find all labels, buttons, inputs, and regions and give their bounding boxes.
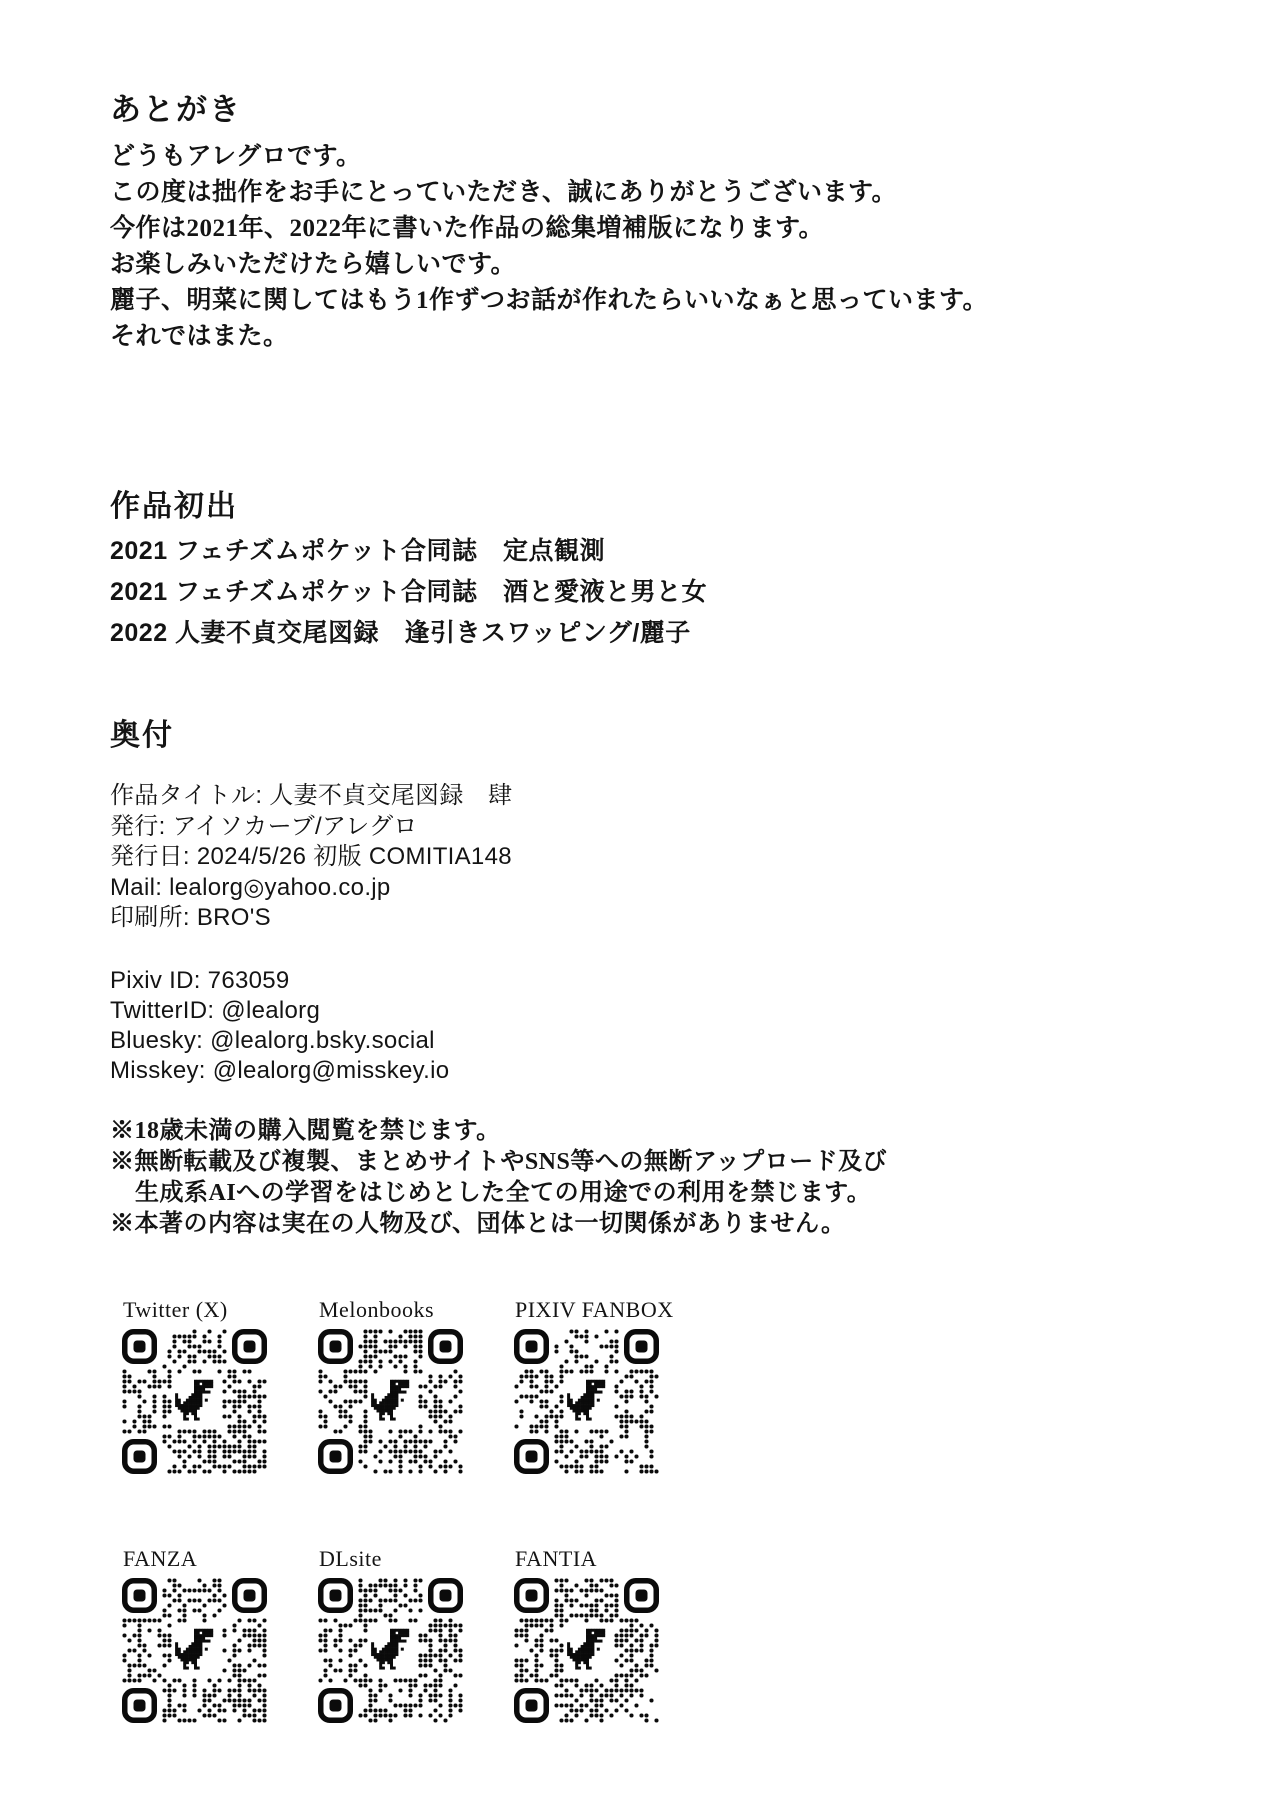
pixiv-id: Pixiv ID: 763059 [110,967,290,994]
first-publication-heading: 作品初出 [110,490,238,523]
qr-label: Twitter (X) [123,1297,228,1322]
notice-line: ※無断転載及び複製、まとめサイトやSNS等への無断アップロード及び [110,1149,888,1175]
colophon-heading: 奥付 [110,719,174,752]
qr-block-melonbooks [318,1296,468,1474]
afterword-heading: あとがき [110,92,242,127]
colophon-mail: Mail: lealorg◎yahoo.co.jp [110,873,391,901]
colophon-publisher: 発行: アイソカーブ/アレグロ [110,812,418,840]
chrome-dino-icon [567,1629,605,1670]
qr-label: DLsite [319,1546,382,1571]
account-ids [110,966,449,1086]
qr-label: FANTIA [515,1546,598,1571]
qr-block-twitter [122,1296,272,1474]
notice-line: ※本著の内容は実在の人物及び、団体とは一切関係がありません。 [110,1211,846,1237]
text-line: 麗子、明菜に関してはもう1作ずつお話が作れたらいいなぁと思っています。 [110,287,989,314]
text-line: お楽しみいただけたら嬉しいです。 [110,251,517,278]
qr-code [514,1578,659,1723]
first-publication-list [110,531,707,654]
notices [110,1116,887,1240]
qr-code [122,1329,267,1474]
publication-item: 2021 フェチズムポケット合同誌 酒と愛液と男と女 [110,578,708,606]
qr-label: Melonbooks [319,1297,434,1322]
text-line: この度は拙作をお手にとっていただき、誠にありがとうございます。 [110,179,898,206]
text-line: 今作は2021年、2022年に書いた作品の総集増補版になります。 [110,215,825,242]
qr-code [318,1329,463,1474]
chrome-dino-icon [175,1380,213,1421]
colophon-date: 発行日: 2024/5/26 初版 COMITIA148 [110,843,512,870]
text-line: どうもアレグロです。 [110,143,362,170]
qr-label: FANZA [123,1546,198,1571]
chrome-dino-icon [371,1629,409,1670]
chrome-dino-icon [175,1629,213,1670]
qr-block-pixiv-fanbox [514,1296,674,1474]
bluesky-id: Bluesky: @lealorg.bsky.social [110,1027,435,1054]
text-line: それではまた。 [110,323,289,350]
publication-item: 2021 フェチズムポケット合同誌 定点観測 [110,537,606,565]
qr-code [122,1578,267,1723]
colophon-details [110,781,512,934]
qr-block-fantia [514,1545,664,1723]
qr-code [318,1578,463,1723]
notice-line: 生成系AIへの学習をはじめとした全ての用途での利用を禁じます。 [135,1180,872,1206]
chrome-dino-icon [567,1380,605,1421]
chrome-dino-icon [371,1380,409,1421]
afterword-body [110,139,988,355]
colophon-printer: 印刷所: BRO'S [110,904,271,931]
qr-block-dlsite [318,1545,468,1723]
notice-line: ※18歳未満の購入閲覧を禁じます。 [110,1118,501,1144]
qr-code [514,1329,659,1474]
colophon-title: 作品タイトル: 人妻不貞交尾図録 肆 [110,782,513,809]
qr-block-fanza [122,1545,272,1723]
twitter-id: TwitterID: @lealorg [110,997,321,1024]
misskey-id: Misskey: @lealorg@misskey.io [110,1057,450,1084]
publication-item: 2022 人妻不貞交尾図録 逢引きスワッピング/麗子 [110,619,691,647]
qr-label: PIXIV FANBOX [515,1297,674,1322]
